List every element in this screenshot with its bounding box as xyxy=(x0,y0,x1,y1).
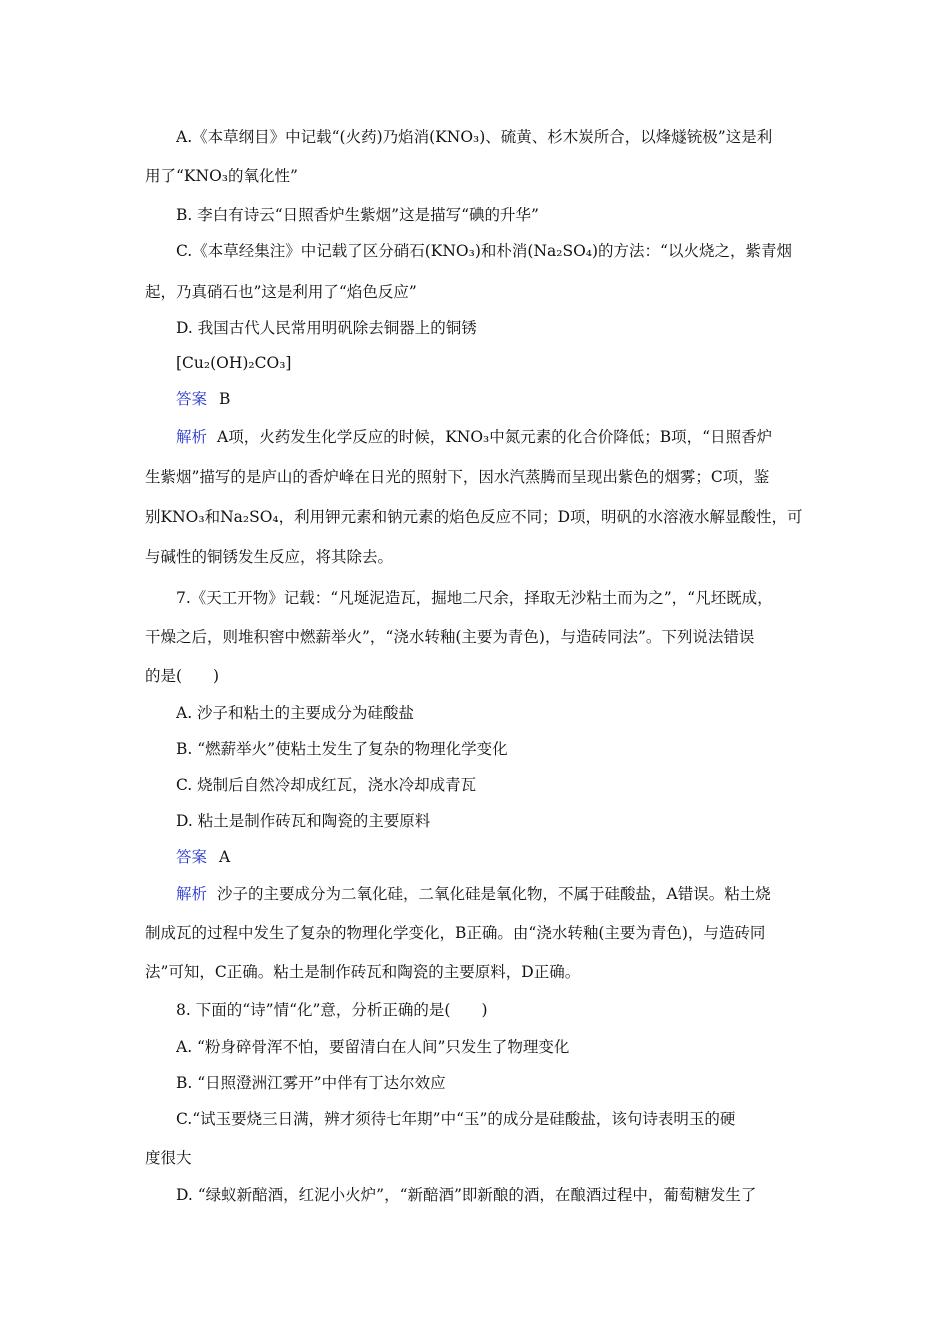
q8-option-d-line1: D. “绿蚁新醅酒，红泥小火炉”，“新醅酒”即新酿的酒，在酿酒过程中，葡萄糖发生了 xyxy=(176,1186,757,1204)
q6-option-b: B. 李白有诗云“日照香炉生紫烟”这是描写“碘的升华” xyxy=(176,206,539,224)
q6-option-c-line1: C.《本草经集注》中记载了区分硝石(KNO₃)和朴消(Na₂SO₄)的方法：“以火烧之，紫青烟 xyxy=(176,242,792,260)
q6-analysis-line1 xyxy=(176,427,810,447)
q6-option-d: D. 我国古代人民常用明矾除去铜器上的铜锈 xyxy=(176,319,477,337)
q6-analysis-line3: 别KNO₃和Na₂SO₄，利用钾元素和钠元素的焰色反应不同；D项，明矾的水溶液水解显酸性，可 xyxy=(145,508,803,526)
q6-answer xyxy=(176,389,810,409)
q7-analysis-line1 xyxy=(176,884,810,904)
q7-option-a: A. 沙子和粘土的主要成分为硅酸盐 xyxy=(176,704,415,722)
q7-stem-line2: 干燥之后，则堆积窖中燃薪举火”，“浇水转釉(主要为青色)，与造砖同法”。下列说法错误 xyxy=(145,628,755,646)
q7-option-d: D. 粘土是制作砖瓦和陶瓷的主要原料 xyxy=(176,812,431,830)
q8-option-c-line1: C.“试玉要烧三日满，辨才须待七年期”中“玉”的成分是硅酸盐，该句诗表明玉的硬 xyxy=(176,1110,736,1128)
q8-stem: 8. 下面的“诗”情“化”意，分析正确的是( ) xyxy=(176,1001,488,1019)
q6-option-a-line2: 用了“KNO₃的氧化性” xyxy=(145,167,298,185)
analysis-text: A项，火药发生化学反应的时候，KNO₃中氮元素的化合价降低；B项，“日照香炉 xyxy=(217,428,773,446)
q6-option-d-formula: [Cu₂(OH)₂CO₃] xyxy=(176,354,292,372)
q6-option-a-line1: A.《本草纲目》中记载“(火药)乃焰消(KNO₃)、硫黄、杉木炭所合，以烽燧铳极”这是利 xyxy=(176,128,773,146)
analysis-text: 沙子的主要成分为二氧化硅，二氧化硅是氧化物，不属于硅酸盐，A错误。粘土烧 xyxy=(217,885,771,903)
q7-option-b: B. “燃薪举火”使粘土发生了复杂的物理化学变化 xyxy=(176,740,508,758)
q7-analysis-line2: 制成瓦的过程中发生了复杂的物理化学变化，B正确。由“浇水转釉(主要为青色)，与造砖同 xyxy=(145,924,766,942)
q7-stem-line1: 7.《天工开物》记载：“凡埏泥造瓦，掘地二尺余，择取无沙粘土而为之”，“凡坯既成， xyxy=(176,589,773,607)
analysis-label: 解析 xyxy=(176,885,208,903)
answer-label: 答案 xyxy=(176,390,208,408)
analysis-label: 解析 xyxy=(176,428,208,446)
q8-option-b: B. “日照澄洲江雾开”中伴有丁达尔效应 xyxy=(176,1074,446,1092)
q6-analysis-line4: 与碱性的铜锈发生反应，将其除去。 xyxy=(145,548,394,566)
q8-option-c-line2: 度很大 xyxy=(145,1149,192,1167)
q7-answer xyxy=(176,847,810,867)
q7-analysis-line3: 法”可知，C正确。粘土是制作砖瓦和陶瓷的主要原料，D正确。 xyxy=(145,963,581,981)
q6-option-c-line2: 起，乃真硝石也”这是利用了“焰色反应” xyxy=(145,283,417,301)
answer-label: 答案 xyxy=(176,848,208,866)
q6-analysis-line2: 生紫烟”描写的是庐山的香炉峰在日光的照射下，因水汽蒸腾而呈现出紫色的烟雾；C项，鉴 xyxy=(145,468,770,486)
answer-value: A xyxy=(219,848,231,866)
q7-option-c: C. 烧制后自然冷却成红瓦，浇水冷却成青瓦 xyxy=(176,776,477,794)
q7-stem-line3: 的是( ) xyxy=(145,667,220,685)
answer-value: B xyxy=(219,390,231,408)
q8-option-a: A. “粉身碎骨浑不怕，要留清白在人间”只发生了物理变化 xyxy=(176,1038,570,1056)
